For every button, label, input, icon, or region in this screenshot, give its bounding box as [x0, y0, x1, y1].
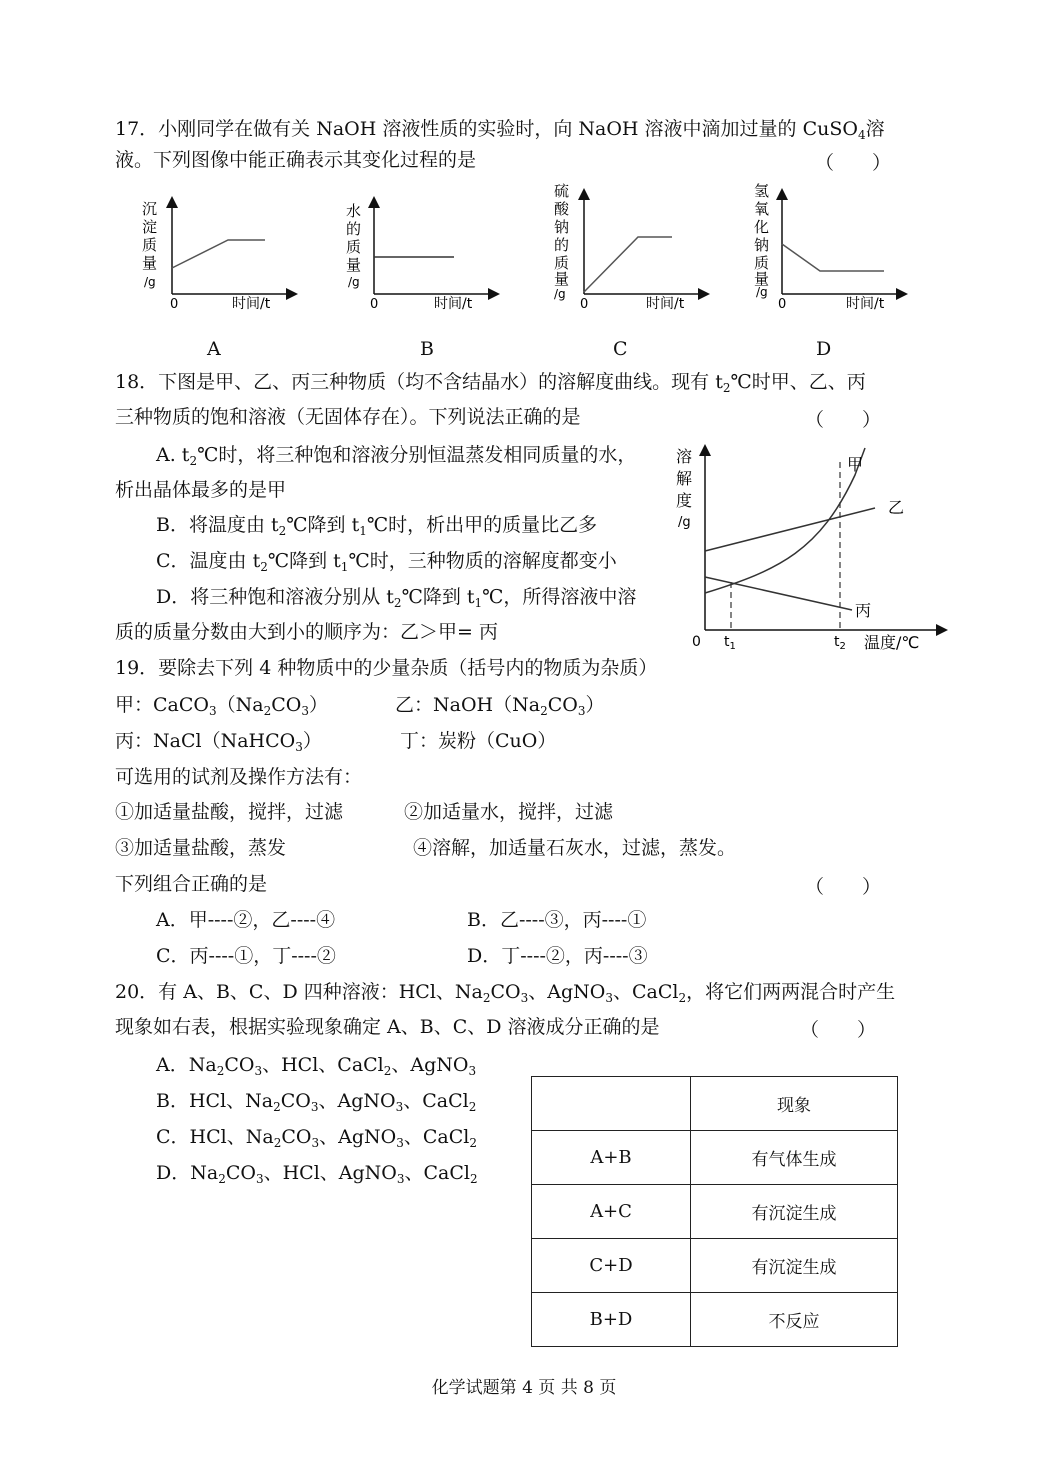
table-cell: 有沉淀生成: [691, 1239, 898, 1293]
t1-label: $t_1$: [724, 634, 736, 652]
q19-answer-paren: （ ）: [805, 876, 882, 898]
q19-method-3: ③加适量盐酸，蒸发: [115, 837, 287, 859]
q18-stem-line1: 18．下图是甲、乙、丙三种物质（均不含结晶水）的溶解度曲线。现有 $t_2℃$时甲、乙、丙: [115, 371, 866, 395]
table-row: [532, 1185, 898, 1239]
q17-option-d-label: D: [816, 338, 832, 360]
q20-answer-paren: （ ）: [800, 1019, 877, 1041]
table-row: [532, 1239, 898, 1293]
y-label-1: 硫: [554, 182, 570, 200]
table-cell: A+B: [532, 1131, 691, 1185]
curve-jia: [705, 448, 865, 593]
y-label-3: 钠: [554, 218, 570, 236]
table-header-cell: 现象: [691, 1077, 898, 1131]
q18-option-d-line2: 质的质量分数由大到小的顺序为：乙＞甲= 丙: [115, 621, 498, 643]
table-cell: C+D: [532, 1239, 691, 1293]
q18-solubility-chart: [670, 440, 950, 660]
y-label-3: 度: [676, 491, 693, 510]
label-jia: 甲: [847, 455, 864, 474]
table-header-row: [532, 1077, 898, 1131]
y-label-3: 质: [346, 238, 362, 256]
q19-item-bing: 丙：NaCl（NaHCO$_3$）: [115, 730, 322, 754]
origin: 0: [778, 297, 787, 312]
y-label-4: 量: [346, 256, 362, 274]
q19-option-a: A．甲----②，乙----④: [156, 909, 336, 931]
q17-option-b-label: B: [420, 338, 434, 360]
q17-stem-line1: 17．小刚同学在做有关 NaOH 溶液性质的实验时，向 NaOH 溶液中滴加过量的 CuSO$_4$溶: [115, 118, 885, 142]
q20-option-d: D．$Na_2CO_3$、HCl、AgNO$_3$、CaCl$_2$: [156, 1162, 478, 1186]
x-label: 时间/t: [232, 296, 271, 312]
x-label: 时间/t: [434, 296, 473, 312]
table-row: [532, 1293, 898, 1347]
y-label-5: 质: [554, 254, 570, 272]
x-label: 时间/t: [846, 296, 885, 312]
q19-item-yi: 乙：$NaOH(Na_2CO_3)$: [395, 694, 605, 718]
y-label-1: 沉: [142, 200, 158, 218]
q19-method-2: ②加适量水，搅拌，过滤: [404, 801, 614, 823]
q20-option-a: A．$Na_2CO_3$、HCl、CaCl$_2$、AgNO$_3$: [156, 1054, 477, 1078]
q19-option-b: B．乙----③，丙----①: [467, 909, 647, 931]
y-label-3: 化: [754, 218, 770, 236]
label-yi: 乙: [888, 498, 905, 517]
q18-stem-line2: 三种物质的饱和溶液（无固体存在）。下列说法正确的是: [115, 406, 581, 428]
q18-option-b: B．将温度由 $t_2℃$降到 $t_1℃$时，析出甲的质量比乙多: [156, 514, 598, 538]
y-label-4: 量: [142, 254, 158, 272]
y-label-2: 解: [676, 469, 693, 488]
curve: [584, 237, 672, 292]
table-cell: 有沉淀生成: [691, 1185, 898, 1239]
q17-option-a-label: A: [207, 338, 221, 360]
q17-graph-a: [140, 190, 300, 320]
table-row: [532, 1131, 898, 1185]
y-label-2: 淀: [142, 218, 158, 236]
y-label-3: 质: [142, 236, 158, 254]
origin: 0: [580, 297, 589, 312]
y-label-5: 质: [754, 254, 770, 272]
q18-option-c: C．温度由 $t_2℃$降到 $t_1℃$时，三种物质的溶解度都变小: [156, 550, 617, 574]
q19-option-c: C．丙----①，丁----②: [156, 945, 336, 967]
q17-stem-line2: 液。下列图像中能正确表示其变化过程的是: [115, 149, 477, 171]
curve: [172, 240, 265, 268]
y-label-6: 量: [554, 270, 570, 288]
q19-item-jia: 甲：$CaCO_3(Na_2CO_3)$: [115, 694, 328, 718]
origin: 0: [692, 634, 701, 650]
y-unit: /g: [678, 515, 691, 530]
origin: 0: [370, 297, 379, 312]
y-label-4: 的: [554, 236, 570, 254]
q19-stem: 19．要除去下列 4 种物质中的少量杂质（括号内的物质为杂质）: [115, 657, 658, 679]
table-cell: B+D: [532, 1293, 691, 1347]
t2-label: $t_2$: [834, 634, 846, 652]
q17-option-c-label: C: [613, 338, 628, 360]
label-bing: 丙: [855, 601, 872, 620]
y-label-1: 溶: [676, 447, 693, 466]
table-cell: 有气体生成: [691, 1131, 898, 1185]
y-unit: /g: [348, 275, 360, 289]
q17-answer-paren: （ ）: [815, 152, 892, 174]
line-bing: [705, 577, 852, 610]
q19-prompt: 下列组合正确的是: [115, 873, 268, 895]
q20-option-c: C．HCl、$Na_2CO_3$、AgNO$_3$、CaCl$_2$: [156, 1126, 477, 1150]
table-cell: 不反应: [691, 1293, 898, 1347]
y-unit: /g: [144, 275, 156, 289]
y-unit: /g: [554, 287, 566, 301]
y-unit: /g: [756, 285, 768, 299]
q20-option-b: B．HCl、$Na_2CO_3$、AgNO$_3$、CaCl$_2$: [156, 1090, 477, 1114]
page-footer: 化学试题第 4 页 共 8 页: [431, 1378, 617, 1398]
x-label: 时间/t: [646, 296, 685, 312]
q17-graph-b: [342, 190, 502, 320]
q19-option-d: D．丁----②，丙----③: [467, 945, 648, 967]
q20-observation-table: [531, 1076, 898, 1347]
y-label-2: 的: [346, 220, 362, 238]
table-cell: A+C: [532, 1185, 691, 1239]
q20-stem-line2: 现象如右表，根据实验现象确定 A、B、C、D 溶液成分正确的是: [115, 1016, 660, 1038]
origin: 0: [170, 297, 179, 312]
x-label: 温度/℃: [864, 633, 920, 652]
y-label-6: 量: [754, 270, 770, 288]
q17-graph-c: [550, 180, 710, 320]
q20-stem-line1: 20．有 A、B、C、D 四种溶液：HCl、$Na_2CO_3$、AgNO$_3$、CaCl$_2$，将它们两两混合时产生: [115, 981, 896, 1005]
q18-option-a-line2: 析出晶体最多的是甲: [115, 479, 287, 501]
line-yi: [705, 508, 875, 551]
table-header-cell: [532, 1077, 691, 1131]
q19-method-1: ①加适量盐酸，搅拌，过滤: [115, 801, 344, 823]
y-label-4: 钠: [754, 236, 770, 254]
q18-answer-paren: （ ）: [805, 409, 882, 431]
q18-option-d: D．将三种饱和溶液分别从 $t_2℃$降到 $t_1℃$，所得溶液中溶: [156, 586, 637, 610]
curve: [782, 244, 884, 271]
q19-methods-title: 可选用的试剂及操作方法有：: [115, 766, 363, 788]
q18-option-a: A. $t_2℃$时，将三种饱和溶液分别恒温蒸发相同质量的水，: [156, 444, 637, 468]
y-label-2: 氧: [754, 200, 770, 218]
q17-graph-d: [752, 180, 912, 320]
y-label-1: 水: [346, 202, 362, 220]
y-label-2: 酸: [554, 200, 570, 218]
y-label-1: 氢: [754, 182, 770, 200]
q19-method-4: ④溶解，加适量石灰水，过滤，蒸发。: [413, 837, 737, 859]
q19-item-ding: 丁：炭粉（CuO）: [400, 730, 557, 752]
